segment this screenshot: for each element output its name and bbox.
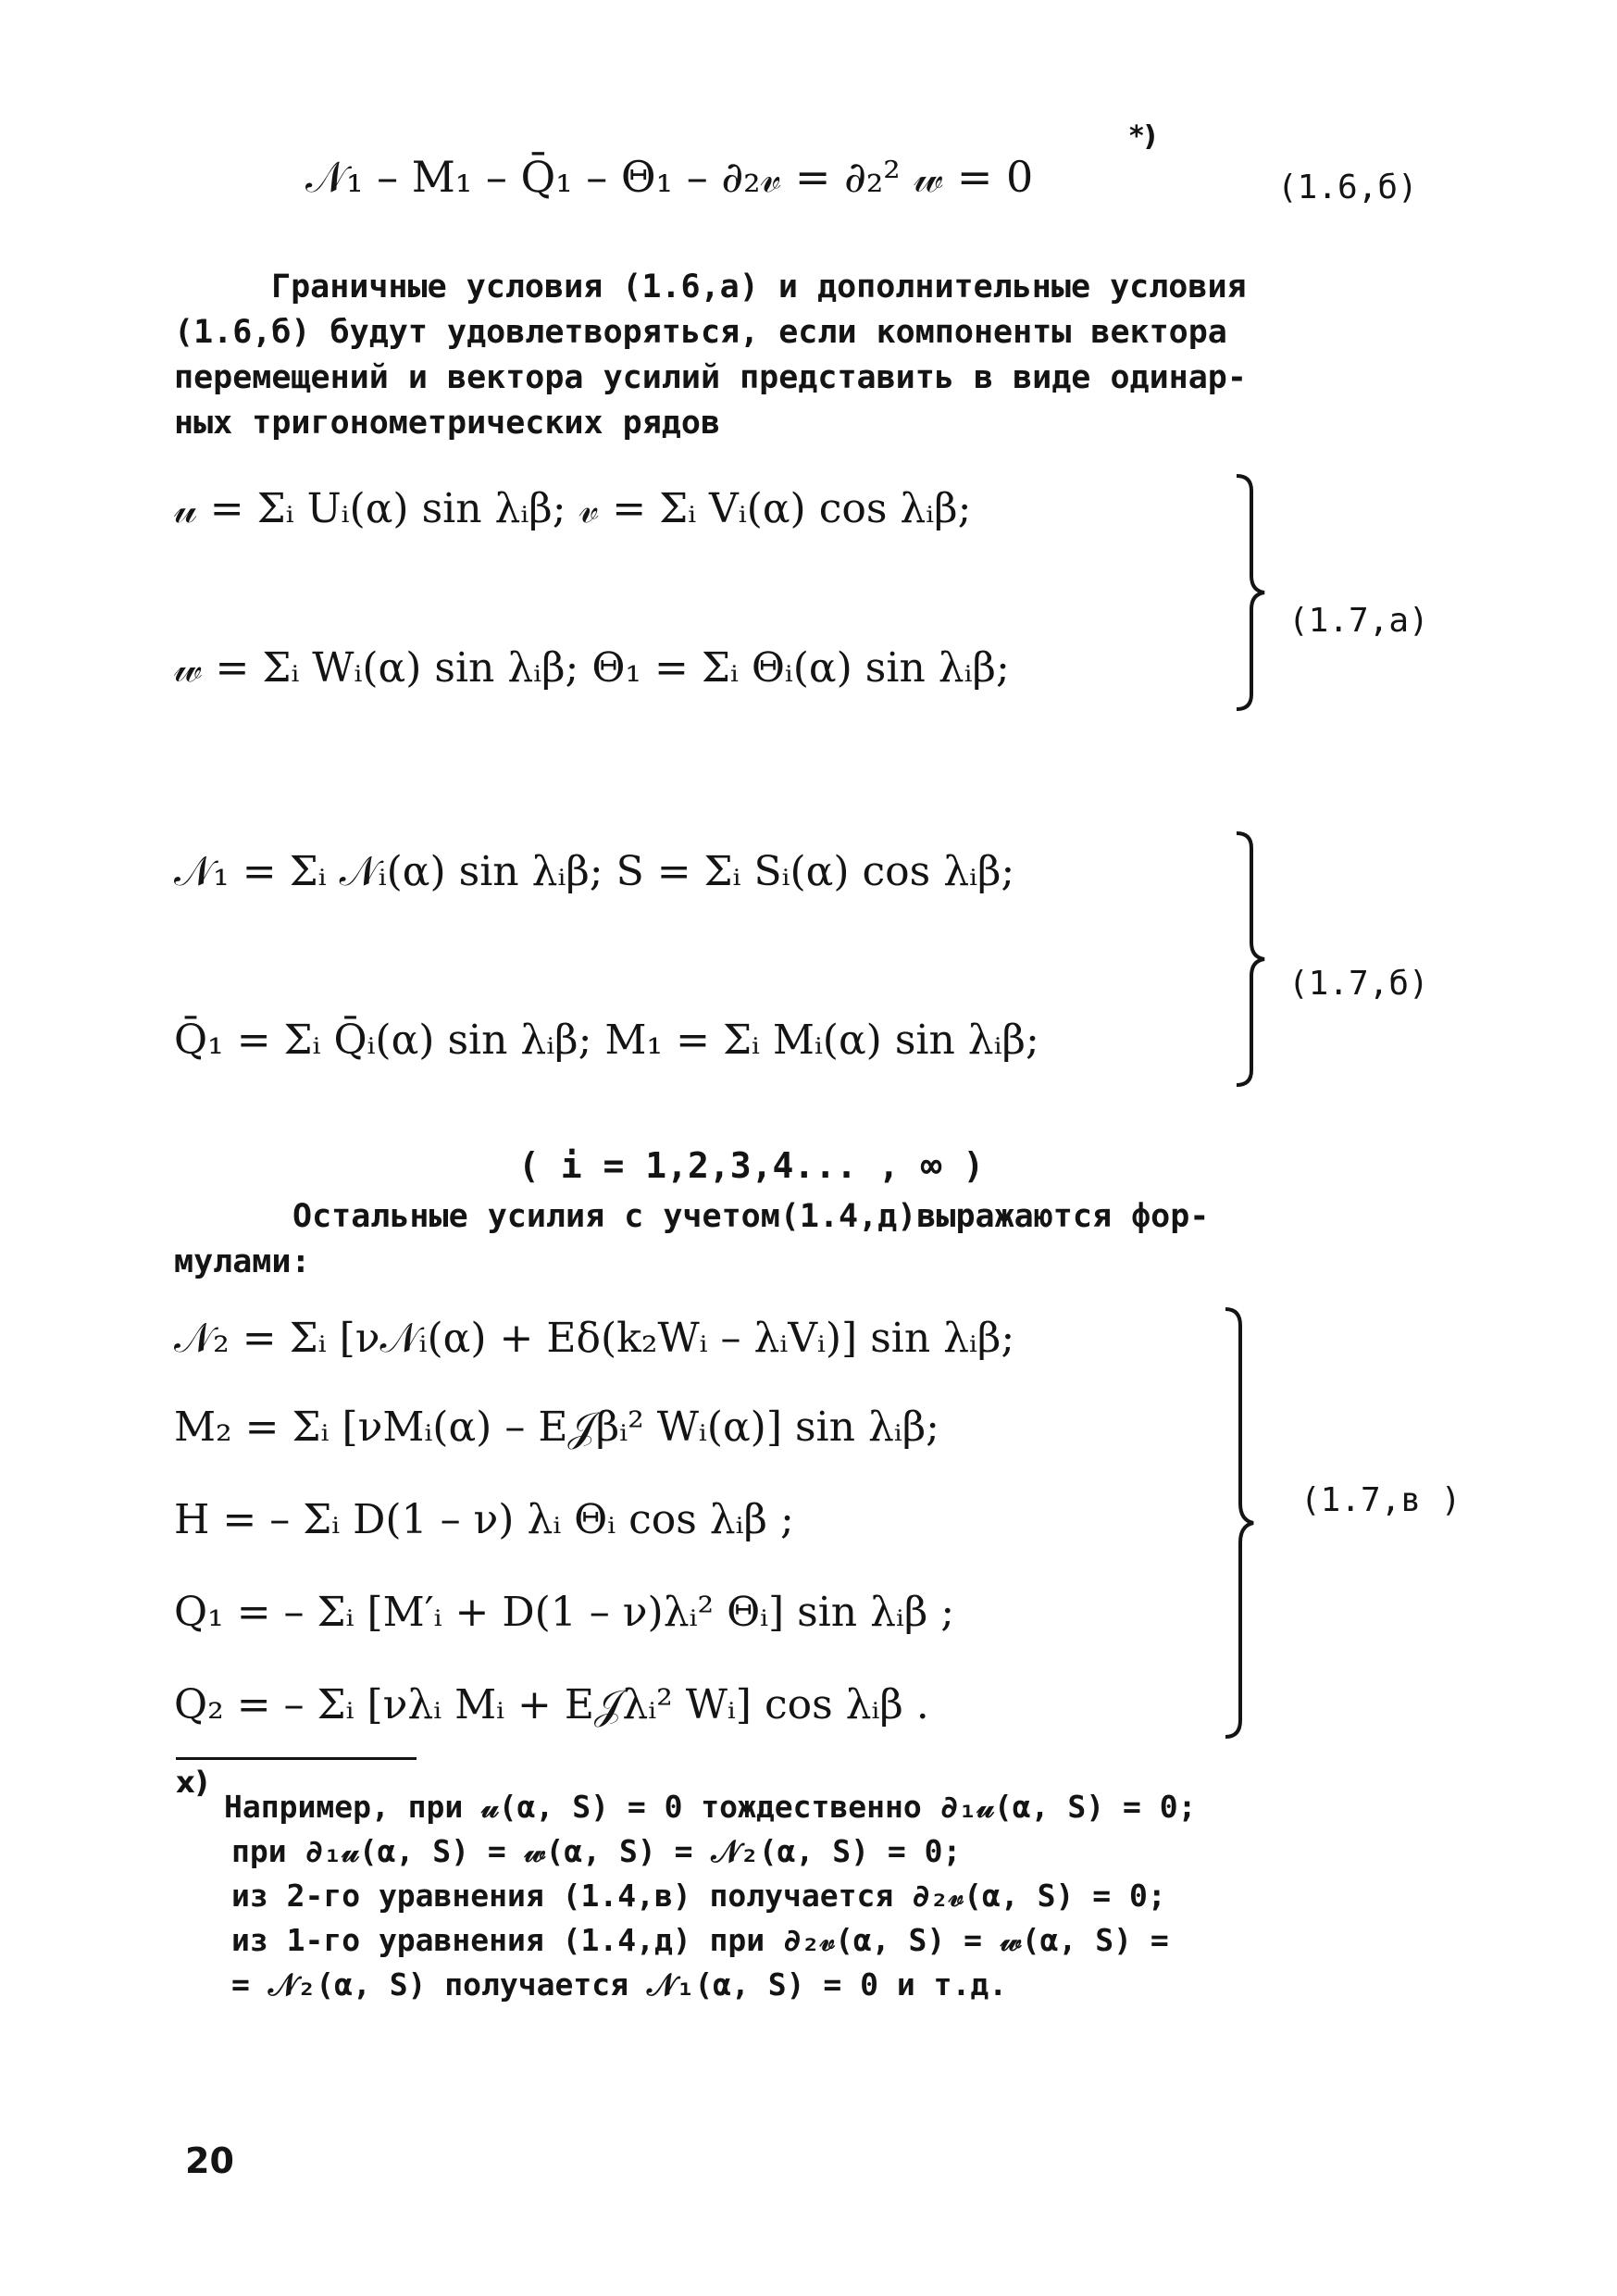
equation-1-7-v-line-2: M₂ = Σᵢ [νMᵢ(α) – E𝒥βᵢ² Wᵢ(α)] sin λᵢβ; bbox=[174, 1404, 939, 1451]
equation-1-7-b-line-1: 𝒩₁ = Σᵢ 𝒩ᵢ(α) sin λᵢβ; S = Σᵢ Sᵢ(α) cos λᵢβ; bbox=[174, 848, 1015, 895]
equation-1-7-v-line-5: Q₂ = – Σᵢ [νλᵢ Mᵢ + E𝒥λᵢ² Wᵢ] cos λᵢβ . bbox=[174, 1681, 929, 1728]
footnote-line: из 2-го уравнения (1.4,в) получается ∂₂𝓋(α, S) = 0; bbox=[231, 1878, 1166, 1914]
equation-number-1-7-a: (1.7,а) bbox=[1288, 602, 1429, 640]
paragraph-line: Граничные условия (1.6,а) и дополнительные условия bbox=[271, 268, 1247, 306]
footnote-marker: x) bbox=[176, 1765, 209, 1800]
equation-1-7-a-line-2: 𝓌 = Σᵢ Wᵢ(α) sin λᵢβ; Θ₁ = Σᵢ Θᵢ(α) sin λᵢβ; bbox=[174, 644, 1010, 692]
right-brace-1-7-a bbox=[1231, 472, 1268, 713]
footnote-line: при ∂₁𝓊(α, S) = 𝓌(α, S) = 𝒩₂(α, S) = 0; bbox=[231, 1833, 962, 1869]
equation-1-7-b-line-2: Q̄₁ = Σᵢ Q̄ᵢ(α) sin λᵢβ; M₁ = Σᵢ Mᵢ(α) sin λᵢβ; bbox=[174, 1017, 1039, 1064]
right-brace-1-7-b bbox=[1231, 830, 1268, 1089]
equation-1-7-v-line-4: Q₁ = – Σᵢ [M′ᵢ + D(1 – ν)λᵢ² Θᵢ] sin λᵢβ ; bbox=[174, 1589, 955, 1636]
equation-1-7-v-line-1: 𝒩₂ = Σᵢ [ν𝒩ᵢ(α) + Eδ(k₂Wᵢ – λᵢVᵢ)] sin λᵢβ; bbox=[174, 1315, 1015, 1362]
equation-number-1-6-b: (1.6,б) bbox=[1277, 168, 1418, 206]
paragraph-line: перемещений и вектора усилий представить в виде одинар- bbox=[174, 359, 1247, 396]
index-range: ( i = 1,2,3,4... , ∞ ) bbox=[518, 1145, 985, 1186]
footnote-star-marker: *) bbox=[1129, 120, 1157, 153]
footnote-separator bbox=[176, 1757, 417, 1760]
equation-1-7-a-line-1: 𝓊 = Σᵢ Uᵢ(α) sin λᵢβ; 𝓋 = Σᵢ Vᵢ(α) cos λᵢβ; bbox=[174, 485, 972, 532]
equation-number-1-7-b: (1.7,б) bbox=[1288, 965, 1429, 1003]
equation-1-6-b: 𝒩₁ – M₁ – Q̄₁ – Θ₁ – ∂₂𝓋 = ∂₂² 𝓌 = 0 bbox=[305, 152, 1034, 202]
paragraph-line: Остальные усилия с учетом(1.4,д)выражаются фор- bbox=[292, 1198, 1210, 1235]
footnote-line: Например, при 𝓊(α, S) = 0 тождественно ∂₁𝓊(α, S) = 0; bbox=[224, 1789, 1197, 1825]
paragraph-remaining-forces bbox=[174, 1194, 1451, 1285]
footnote-text bbox=[224, 1785, 1435, 2007]
footnote-line: = 𝒩₂(α, S) получается 𝒩₁(α, S) = 0 и т.д. bbox=[231, 1966, 1008, 2003]
paragraph-line: ных тригонометрических рядов bbox=[174, 405, 721, 442]
page-number: 20 bbox=[185, 2140, 234, 2181]
footnote-line: из 1-го уравнения (1.4,д) при ∂₂𝓋(α, S) = 𝓌(α, S) = bbox=[231, 1922, 1169, 1958]
equation-number-1-7-v: (1.7,в ) bbox=[1300, 1481, 1462, 1519]
equation-1-7-v-line-3: H = – Σᵢ D(1 – ν) λᵢ Θᵢ cos λᵢβ ; bbox=[174, 1496, 794, 1543]
right-brace-1-7-v bbox=[1220, 1305, 1257, 1741]
paragraph-line: (1.6,б) будут удовлетворяться, если компоненты вектора bbox=[174, 314, 1227, 351]
paragraph-line: мулами: bbox=[174, 1243, 311, 1280]
paragraph-boundary-conditions bbox=[174, 265, 1451, 446]
